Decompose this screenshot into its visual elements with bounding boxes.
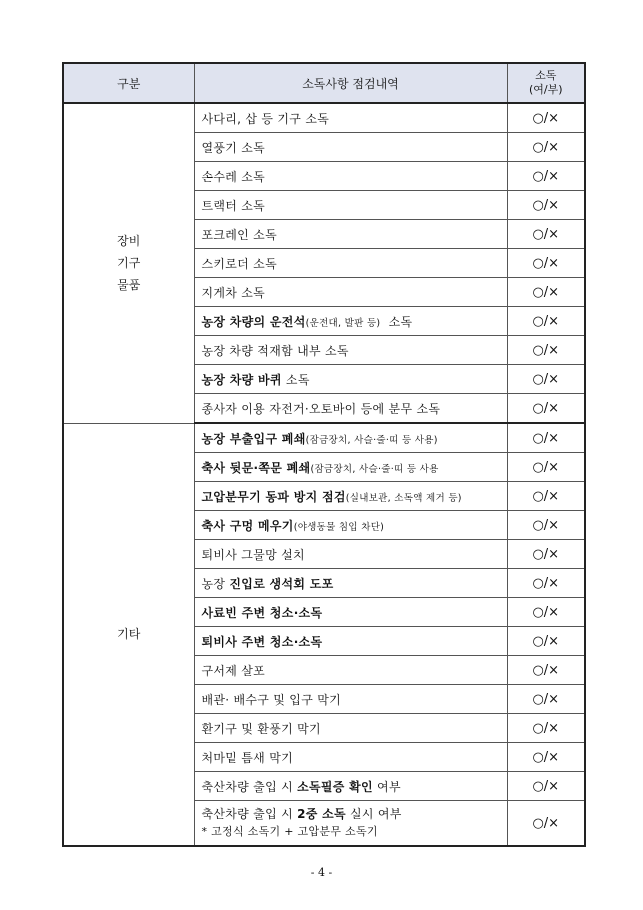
header-check-line2: (여/부) xyxy=(528,83,563,96)
page-number: - 4 - xyxy=(310,866,333,879)
item-text-segment: (야생동물 침입 차단) xyxy=(293,521,385,533)
item-text-segment: 트랙터 소독 xyxy=(201,198,266,213)
table-row xyxy=(63,423,585,453)
item-text-segment: 배관· 배수구 및 입구 막기 xyxy=(201,692,341,707)
item-text-segment: 퇴비사 주변 청소·소독 xyxy=(201,634,323,649)
item-text-segment: 여부 xyxy=(372,779,401,794)
check-item-text xyxy=(194,627,507,656)
item-text-segment: (실내보관, 소독액 제거 등) xyxy=(345,492,462,504)
item-text-segment: 손수레 소독 xyxy=(201,169,266,184)
item-text-segment: 퇴비사 그물망 설치 xyxy=(201,547,305,562)
item-text-segment: 2중 소독 xyxy=(297,807,346,821)
check-item-text xyxy=(194,540,507,569)
check-item-text xyxy=(194,365,507,394)
table-body xyxy=(63,103,585,846)
item-text-segment: 농장 xyxy=(201,576,230,591)
table-row xyxy=(63,103,585,133)
check-mark-cell[interactable]: ○/× xyxy=(507,249,585,278)
check-mark-cell[interactable]: ○/× xyxy=(507,220,585,249)
check-mark-cell[interactable]: ○/× xyxy=(507,656,585,685)
item-text-segment: 소독 xyxy=(281,372,310,387)
check-item-text xyxy=(194,220,507,249)
item-text-segment: * 고정식 소독기 + 고압분무 소독기 xyxy=(201,825,378,838)
item-text-segment: 농장 차량 적재함 내부 소독 xyxy=(201,343,349,358)
header-content: 소독사항 점검내역 xyxy=(194,63,507,103)
item-text-segment: 처마밑 틈새 막기 xyxy=(201,750,293,765)
check-item-text xyxy=(194,714,507,743)
item-text-segment: 실시 여부 xyxy=(345,807,402,821)
check-mark-cell[interactable]: ○/× xyxy=(507,307,585,336)
check-mark-cell[interactable]: ○/× xyxy=(507,278,585,307)
check-item-text xyxy=(194,511,507,540)
check-item-text xyxy=(194,482,507,511)
check-item-text xyxy=(194,394,507,424)
item-text-segment: 축산차량 출입 시 xyxy=(201,779,298,794)
check-mark-cell[interactable]: ○/× xyxy=(507,598,585,627)
check-item-text xyxy=(194,191,507,220)
check-mark-cell[interactable]: ○/× xyxy=(507,133,585,162)
check-item-text xyxy=(194,772,507,801)
item-text-segment: 열풍기 소독 xyxy=(201,140,266,155)
item-text-segment: 포크레인 소독 xyxy=(201,227,277,242)
check-mark-cell[interactable]: ○/× xyxy=(507,511,585,540)
check-item-text xyxy=(194,336,507,365)
item-text-segment: 축사 뒷문·쪽문 폐쇄 xyxy=(201,460,311,475)
item-text-segment: (잠금장치, 사슬·줄·띠 등 사용) xyxy=(305,434,438,446)
check-item-text xyxy=(194,801,507,847)
check-item-text xyxy=(194,249,507,278)
item-text-segment: 축산차량 출입 시 xyxy=(201,807,298,821)
disinfection-checklist-table xyxy=(62,62,586,847)
check-mark-cell[interactable]: ○/× xyxy=(507,336,585,365)
check-mark-cell[interactable]: ○/× xyxy=(507,685,585,714)
item-text-segment: (운전대, 발판 등) xyxy=(305,317,381,329)
category-label: 기구 xyxy=(117,256,141,271)
check-item-text xyxy=(194,103,507,133)
item-text-segment: (잠금장치, 사슬·줄·띠 등 사용 xyxy=(310,463,439,475)
check-mark-cell[interactable]: ○/× xyxy=(507,191,585,220)
check-mark-cell[interactable]: ○/× xyxy=(507,801,585,847)
item-text-segment: 사다리, 삽 등 기구 소독 xyxy=(201,111,330,126)
check-mark-cell[interactable]: ○/× xyxy=(507,540,585,569)
item-text-segment: 환기구 및 환풍기 막기 xyxy=(201,721,321,736)
check-item-text xyxy=(194,307,507,336)
header-category: 구분 xyxy=(63,63,194,103)
check-item-text xyxy=(194,685,507,714)
category-label: 장비 xyxy=(117,234,141,249)
check-mark-cell[interactable]: ○/× xyxy=(507,743,585,772)
check-item-text xyxy=(194,453,507,482)
item-text-segment: 농장 차량 바퀴 xyxy=(201,372,282,387)
header-check xyxy=(507,63,585,103)
check-mark-cell[interactable]: ○/× xyxy=(507,423,585,453)
item-text-segment: 농장 부출입구 폐쇄 xyxy=(201,431,306,446)
check-mark-cell[interactable]: ○/× xyxy=(507,162,585,191)
item-text-segment: 소독필증 확인 xyxy=(297,779,373,794)
check-item-text xyxy=(194,423,507,453)
item-text-segment: 구서제 살포 xyxy=(201,663,266,678)
check-mark-cell[interactable]: ○/× xyxy=(507,627,585,656)
header-check-line1: 소독 xyxy=(535,69,557,82)
item-text-segment: 사료빈 주변 청소·소독 xyxy=(201,605,323,620)
check-item-text xyxy=(194,278,507,307)
category-cell xyxy=(63,103,194,423)
item-text-segment: 종사자 이용 자전거·오토바이 등에 분무 소독 xyxy=(201,401,441,416)
check-item-text xyxy=(194,133,507,162)
item-text-segment: 지게차 소독 xyxy=(201,285,266,300)
check-mark-cell[interactable]: ○/× xyxy=(507,482,585,511)
item-text-segment: 소독 xyxy=(380,314,413,329)
check-mark-cell[interactable]: ○/× xyxy=(507,453,585,482)
check-item-text xyxy=(194,656,507,685)
item-text-segment: 스키로더 소독 xyxy=(201,256,277,271)
category-label: 기타 xyxy=(117,627,141,642)
check-item-text xyxy=(194,598,507,627)
table-header-row xyxy=(63,63,585,103)
check-mark-cell[interactable]: ○/× xyxy=(507,714,585,743)
check-item-text xyxy=(194,743,507,772)
check-mark-cell[interactable]: ○/× xyxy=(507,103,585,133)
check-item-text xyxy=(194,569,507,598)
check-mark-cell[interactable]: ○/× xyxy=(507,569,585,598)
check-mark-cell[interactable]: ○/× xyxy=(507,394,585,424)
item-text-segment: 고압분무기 동파 방지 점검 xyxy=(201,489,346,504)
item-text-segment: 농장 차량의 운전석 xyxy=(201,314,306,329)
item-text-segment: 진입로 생석회 도포 xyxy=(229,576,334,591)
category-label: 물품 xyxy=(117,278,141,293)
check-item-text xyxy=(194,162,507,191)
category-cell xyxy=(63,423,194,846)
check-mark-cell[interactable]: ○/× xyxy=(507,772,585,801)
check-mark-cell[interactable]: ○/× xyxy=(507,365,585,394)
item-text-segment: 축사 구멍 메우기 xyxy=(201,518,294,533)
